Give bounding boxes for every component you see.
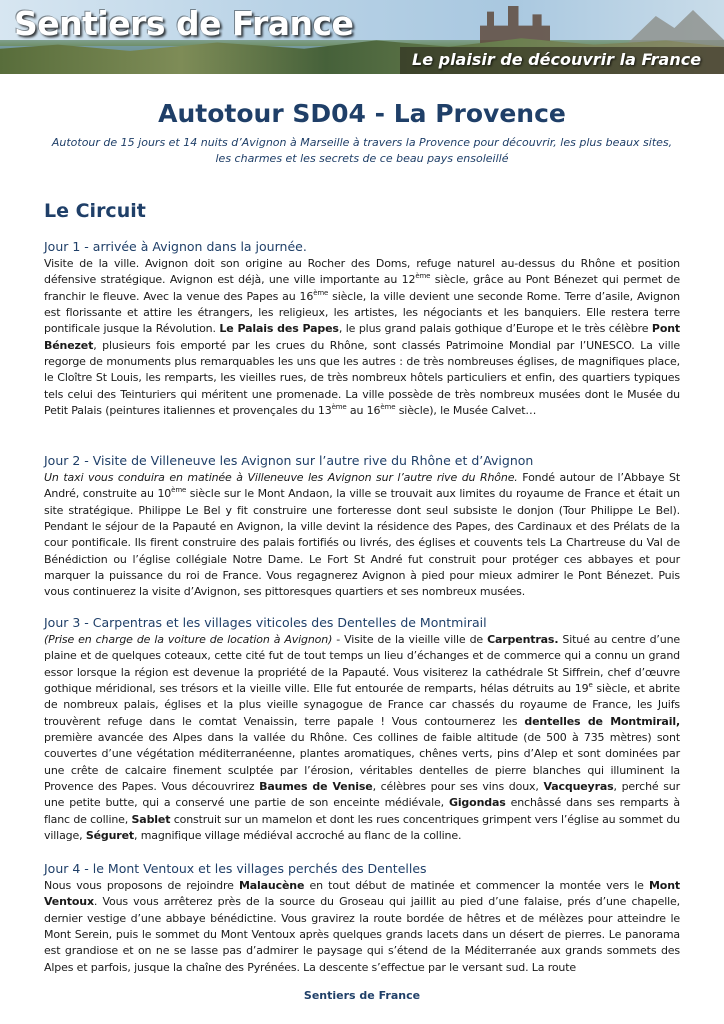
text-run: en tout début de matinée et commencer la montée vers le	[304, 879, 650, 892]
day-1	[44, 238, 680, 419]
superscript-text: ème	[171, 486, 187, 495]
superscript-text: ème	[331, 403, 347, 412]
section-title: Le Circuit	[44, 200, 146, 222]
banner-brand: Sentiers de France	[14, 4, 354, 43]
text-run: au 16	[346, 404, 381, 418]
bold-text: Le Palais des Papes	[219, 322, 339, 336]
bold-text: Vacqueyras	[543, 780, 614, 794]
superscript-text: ème	[313, 288, 329, 297]
text-run: siècle sur le Mont Andaon, la ville se trouvait aux limites du royaume de France et était un site stratégique. Philippe Le Bel y fit construire une forteresse dont seul subsiste le donjon (Tour Philippe Le Bel). Pendant le séjour de la Papauté en Avignon, la ville devint la résidence des Papes, des Cardinaux et des Prélats de la cour pontificale. Ils firent construire des palais fortifiés ou livrés, des églises et couvents tels La Chartreuse du Val de Bénédiction ou l’église collégiale Notre Dame. Le Fort St André fut construit pour protéger ces abbayes et pour marquer la puissance du roi de France. Vous regagnerez Avignon à pied pour mieux admirer le Pont Bénezet. Puis vous continuerez la visite d’Avignon, ses pittoresques quartiers et ses nombreux musées.	[44, 487, 680, 599]
text-run: , perché sur une petite butte, qui a conservé une partie de son enceinte médiévale,	[44, 780, 681, 810]
text-run: , magnifique village médiéval accroché au flanc de la colline.	[134, 829, 462, 843]
text-run: siècle, grâce au Pont Bénezet qui permet de franchir le fleuve. Avec la venue des Papes au 16	[44, 273, 680, 303]
bold-text: Carpentras.	[487, 633, 559, 646]
text-run: Nous vous proposons de rejoindre	[44, 879, 239, 892]
bold-text: dentelles de Montmirail,	[524, 714, 680, 728]
banner-tagline-box	[400, 47, 724, 74]
text-run: . Vous vous arrêterez près de la source du Groseau qui jaillit au pied d’une falaise, prés d’une chapelle, dernier vestige d’une abbaye bénédictine. Vous gravirez la route bordée de hêtres et de mélèzes pour atteindre le Mont Serein, puis le sommet du Mont Ventoux après quelques grands lacets dans un désert de pierres. Le panorama est grandiose et on ne se lasse pas d’admirer le paysage qui s’étend de la Méditerranée aux grands sommets des Alpes et parfois, jusque la chaîne des Pyrénées. La descente s’effectue par le versant sud. La route	[44, 895, 680, 974]
bold-text: Baumes de Venise	[259, 780, 373, 794]
text-run: siècle), le Musée Calvet…	[395, 404, 537, 418]
italic-text: (Prise en charge de la voiture de location à Avignon)	[44, 633, 333, 646]
day-text	[44, 256, 680, 419]
text-run: , célèbres pour ses vins doux,	[372, 780, 544, 794]
day-3	[44, 614, 680, 844]
day-text	[44, 632, 680, 844]
day-2	[44, 452, 680, 601]
day-heading: Jour 3 - Carpentras et les villages viticoles des Dentelles de Montmirail	[44, 615, 487, 630]
superscript-text: ème	[380, 403, 396, 412]
day-heading: Jour 1 - arrivée à Avignon dans la journée.	[44, 239, 307, 254]
page-subtitle: Autotour de 15 jours et 14 nuits d’Avignon à Marseille à travers la Provence pour découvrir, les plus beaux sites, les charmes et les secrets de ce beau pays ensoleillé	[51, 136, 673, 165]
text-run: siècle, la ville devient une seconde Rome. Terre d’asile, Avignon est florissante et attire les étrangers, les religieux, les artistes, les négociants et les banquiers. Elle restera terre pontificale jusque la Révolution.	[44, 289, 680, 336]
page-title: Autotour SD04 - La Provence	[158, 99, 566, 128]
day-text	[44, 878, 680, 976]
text-run: , le plus grand palais gothique d’Europe et le très célèbre	[338, 322, 652, 336]
text-run: siècle, et abrite de nombreux palais, églises et la plus vieille synagogue de France car chassés du royaume de France, les Juifs trouvèrent refuge dans le comtat Venaissin, terre papale ! Vous contournerez les	[44, 682, 680, 728]
text-run: - Visite de la vieille ville de	[332, 633, 488, 646]
day-heading: Jour 2 - Visite de Villeneuve les Avignon sur l’autre rive du Rhône et d’Avignon	[44, 453, 534, 468]
text-run: première avancée des Alpes dans la vallée du Rhône. Ces collines de faible altitude (de 500 à 735 mètres) sont couvertes d’une végétation méditerranéenne, plantes aromatiques, chênes verts, pins d’Alep et sont dominées par une crête de calcaire finement sculptée par l’érosion, véritables dentelles de pierre blanches qui illuminent la Provence des Papes. Vous découvrirez	[44, 731, 680, 794]
text-run: Visite de la ville. Avignon doit son origine au Rocher des Doms, refuge naturel au-dessus du Rhône et position défensive stratégique. Avignon est déjà, une ville importante au 12	[44, 257, 680, 287]
italic-text: Un taxi vous conduira en matinée à Villeneuve les Avignon sur l’autre rive du Rhône.	[44, 471, 518, 484]
bold-text: Sablet	[131, 812, 171, 826]
page-footer: Sentiers de France	[303, 989, 421, 1002]
text-run: construit sur un mamelon et dont les rues concentriques grimpent vers l’église au sommet du village,	[44, 812, 680, 843]
bold-text: Pont Bénezet	[44, 322, 681, 352]
bold-text: Malaucène	[238, 879, 305, 892]
day-heading: Jour 4 - le Mont Ventoux et les villages perchés des Dentelles	[44, 861, 427, 876]
superscript-text: e	[588, 681, 593, 690]
bold-text: Gigondas	[448, 796, 506, 810]
day-text	[44, 470, 680, 601]
bold-text: Mont Ventoux	[44, 879, 681, 909]
superscript-text: ème	[415, 272, 431, 281]
header-banner	[0, 0, 724, 74]
text-run: , plusieurs fois emporté par les crues du Rhône, sont classés Patrimoine Mondial par l’UNESCO. La ville regorge de monuments plus remarquables les uns que les autres : de très nombreuses églises, de magnifiques place, le Cloître St Louis, les remparts, les vieilles rues, de très nombreux hôtels particuliers et enfin, des quartiers typiques tels celui des Teinturiers qui méritent une promenade. La ville possède de très nombreux musées dont le Musée du Petit Palais (peintures italiennes et provençales du 13	[44, 338, 680, 418]
text-run: Situé au centre d’une plaine et de quelques coteaux, cette cité fut de tout temps un lieu d’échanges et de commerce qui a connu un grand essor lorsque la région est devenue la propriété de la Papauté. Vous visiterez la cathédrale St Siffrein, chef d’œuvre gothique méridional, ses trésors et la vieille ville. Elle fut entourée de remparts, hélas détruits au 19	[44, 633, 681, 696]
text-run: Fondé autour de l’Abbaye St André, construite au 10	[44, 471, 681, 501]
text-run: enchâssé dans ses remparts à flanc de colline,	[44, 796, 680, 826]
banner-tagline: Le plaisir de découvrir la France	[412, 50, 702, 69]
day-4	[44, 860, 680, 976]
bold-text: Séguret	[85, 829, 134, 843]
